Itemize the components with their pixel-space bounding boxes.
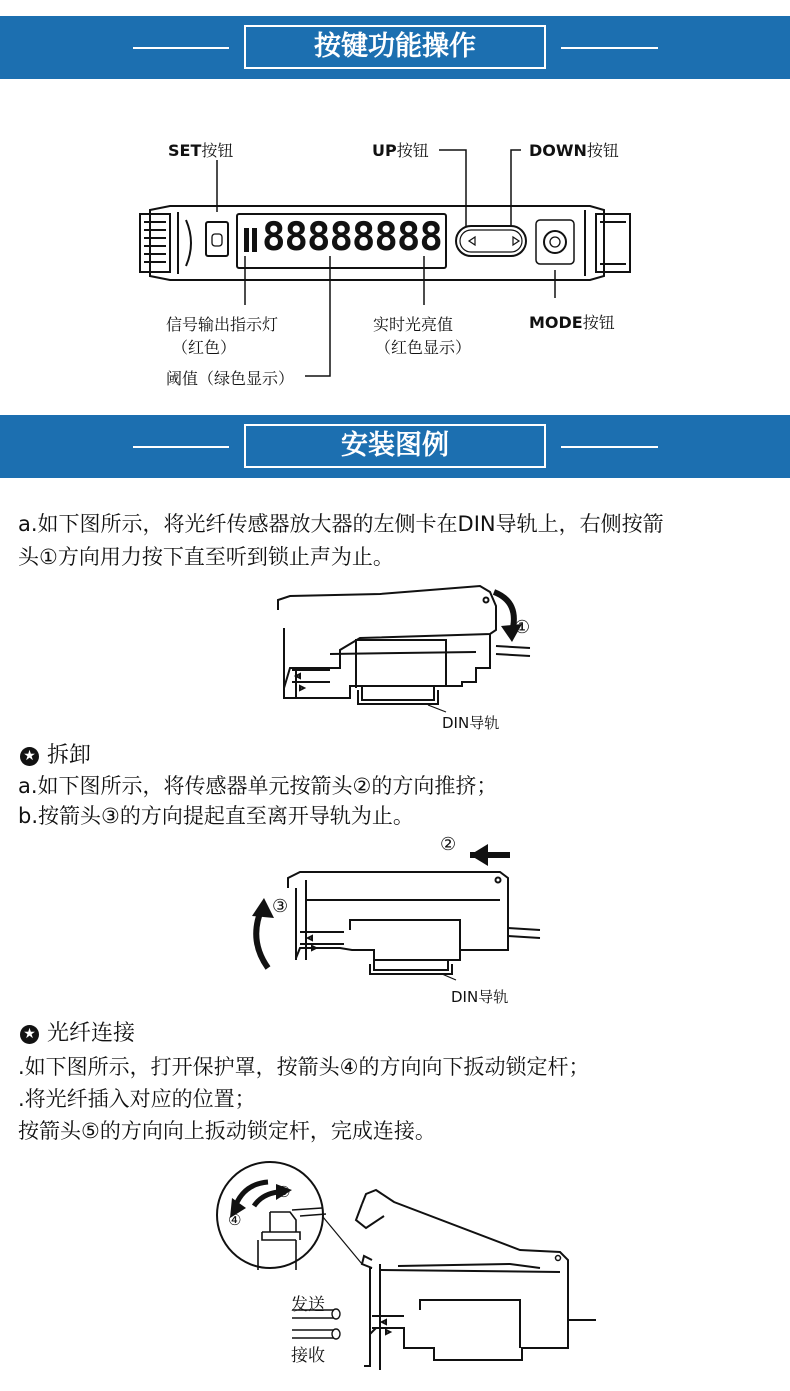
header-rule-right bbox=[561, 47, 658, 49]
mode-button-shape bbox=[544, 231, 566, 253]
header-rule-left bbox=[133, 446, 229, 448]
send-label: 发送 bbox=[291, 1295, 325, 1315]
connect-diagram bbox=[0, 1160, 790, 1391]
arrow-5-label: ⑤ bbox=[277, 1183, 291, 1201]
arrow-1-label: ① bbox=[514, 617, 531, 638]
up-button-label: UP按钮 bbox=[372, 141, 429, 160]
remove-line-b: b.按箭头③的方向提起直至离开导轨为止。 bbox=[18, 804, 414, 828]
remove-line-a: a.如下图所示，将传感器单元按箭头②的方向推挤； bbox=[18, 774, 498, 798]
section-header-buttons bbox=[0, 16, 790, 79]
connect-heading: ★ 光纤连接 bbox=[20, 1016, 135, 1047]
set-button-shape bbox=[206, 222, 228, 256]
star-icon: ★ bbox=[20, 1025, 39, 1044]
remove-heading: ★ 拆卸 bbox=[20, 738, 91, 769]
connect-line-2: .将光纤插入对应的位置； bbox=[18, 1087, 256, 1111]
rail-label: DIN导轨 bbox=[451, 988, 509, 1006]
rail-label: DIN导轨 bbox=[442, 714, 500, 732]
install-line-2: 头①方向用力按下直至听到锁止声为止。 bbox=[18, 545, 394, 569]
receive-label: 接收 bbox=[291, 1346, 325, 1366]
section-header-install bbox=[0, 415, 790, 478]
header-rule-right bbox=[561, 446, 658, 448]
arrow-4-label: ④ bbox=[228, 1211, 242, 1229]
section-title: 安装图例 bbox=[244, 424, 546, 468]
arrow-2-label: ② bbox=[440, 834, 457, 855]
mode-button-label: MODE按钮 bbox=[529, 313, 615, 332]
indicator-label: 信号输出指示灯 bbox=[166, 315, 279, 334]
star-icon: ★ bbox=[20, 747, 39, 766]
arrow-3-label: ③ bbox=[272, 896, 289, 917]
threshold-label: 阈值（绿色显示） bbox=[166, 369, 295, 388]
indicator-bars bbox=[244, 228, 257, 252]
set-button-label: SET按钮 bbox=[168, 141, 234, 160]
current-value-color: （红色显示） bbox=[375, 338, 472, 357]
section-title: 按键功能操作 bbox=[244, 25, 546, 69]
install-diagram bbox=[0, 570, 790, 740]
remove-diagram bbox=[0, 840, 790, 1000]
header-rule-left bbox=[133, 47, 229, 49]
current-value-label: 实时光亮值 bbox=[373, 315, 454, 334]
connect-line-1: .如下图所示，打开保护罩，按箭头④的方向向下扳动锁定杆； bbox=[18, 1055, 590, 1079]
down-button-label: DOWN按钮 bbox=[529, 141, 619, 160]
connect-line-3: 按箭头⑤的方向向上扳动锁定杆，完成连接。 bbox=[18, 1119, 436, 1143]
display-digits: 88888888 bbox=[262, 215, 442, 260]
indicator-color: （红色） bbox=[172, 338, 237, 357]
install-line-1: a.如下图所示，将光纤传感器放大器的左侧卡在DIN导轨上，右侧按箭 bbox=[18, 512, 664, 536]
